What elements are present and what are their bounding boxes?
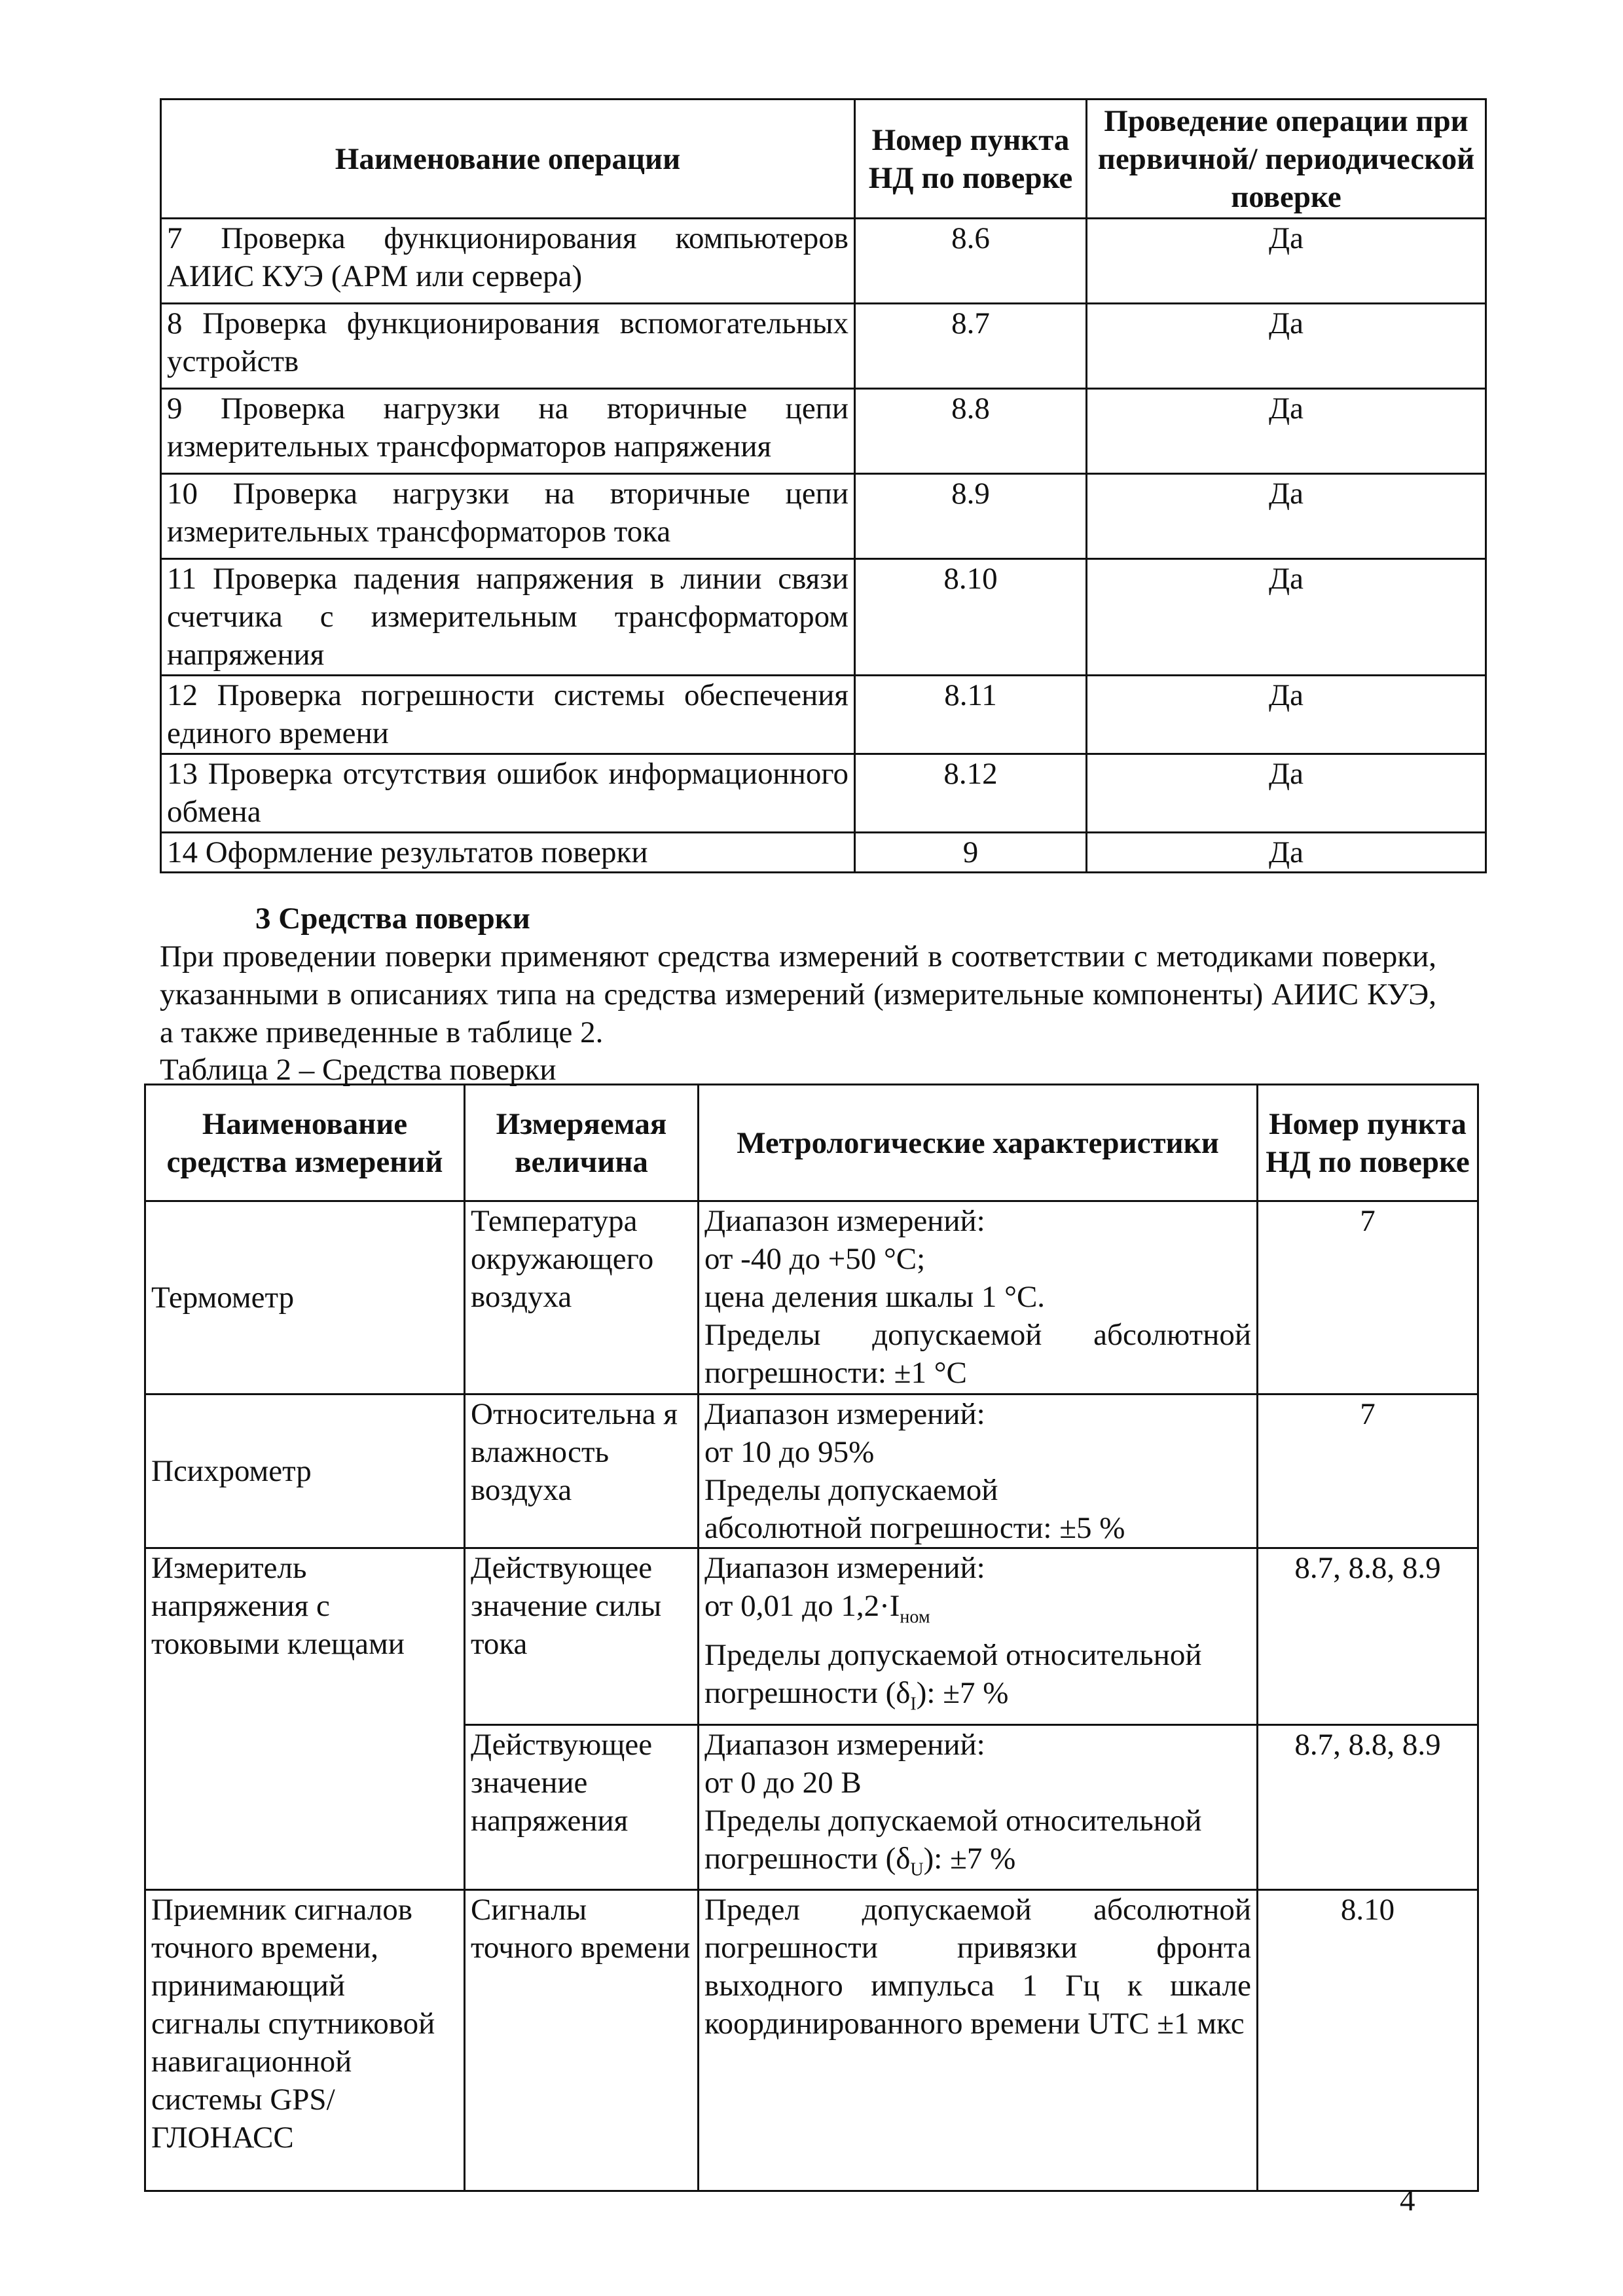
table-row: 10 Проверка нагрузки на вторичные цепи измерительных трансформаторов тока 8.9 Да bbox=[161, 474, 1486, 559]
table-row: 14 Оформление результатов поверки 9 Да bbox=[161, 833, 1486, 873]
operations-table bbox=[160, 98, 1487, 873]
table-row: 12 Проверка погрешности системы обеспечения единого времени 8.11 Да bbox=[161, 676, 1486, 754]
table-row: Термометр Температура окружающего воздуха Диапазон измерений: от -40 до +50 °С; цена деления шкалы 1 °С. Пределы допускаемой абсолютной погрешности: ±1 °С 7 bbox=[145, 1201, 1478, 1394]
table-row: 7 Проверка функционирования компьютеров АИИС КУЭ (АРМ или сервера) 8.6 Да bbox=[161, 219, 1486, 304]
page-number: 4 bbox=[1400, 2183, 1415, 2217]
section-title: 3 Средства поверки bbox=[255, 902, 530, 936]
table-row: 8 Проверка функционирования вспомогательных устройств 8.7 Да bbox=[161, 304, 1486, 389]
t1-header-operation: Наименование операции bbox=[161, 100, 855, 219]
section-paragraph: При проведении поверки применяют средства измерений в соответствии с методиками поверки, указанными в описаниях типа на средства измерений (измерительные компоненты) АИИС КУЭ, а также приведенные в таблице 2. bbox=[160, 939, 1436, 1049]
t1-header-item-number: Номер пункта НД по поверке bbox=[855, 100, 1087, 219]
verification-tools-table bbox=[144, 1084, 1479, 2192]
table-row: Приемник сигналов точного времени, принимающий сигналы спутниковой навигационной системы GPS/ГЛОНАСС Сигналы точного времени Предел допускаемой абсолютной погрешности привязки фронта выходного импульса 1 Гц к шкале координированного времени UTC ±1 мкс 8.10 bbox=[145, 1890, 1478, 2191]
t2-header-item-number: Номер пункта НД по поверке bbox=[1258, 1085, 1478, 1201]
table-row: 13 Проверка отсутствия ошибок информационного обмена 8.12 Да bbox=[161, 754, 1486, 833]
table-row: 9 Проверка нагрузки на вторичные цепи измерительных трансформаторов напряжения 8.8 Да bbox=[161, 389, 1486, 474]
table-row: Действующее значение напряжения Диапазон измерений: от 0 до 20 В Пределы допускаемой относительной погрешности $(\delta_U)$: ±7 % 8.7, 8.8, 8.9 bbox=[145, 1724, 1478, 1889]
t1-header-performed: Проведение операции при первичной/ периодической поверке bbox=[1087, 100, 1486, 219]
table-row: 11 Проверка падения напряжения в линии связи счетчика с измерительным трансформатором напряжения 8.10 Да bbox=[161, 559, 1486, 676]
table-caption: Таблица 2 – Средства поверки bbox=[160, 1053, 556, 1087]
table-row: Измеритель напряжения с токовыми клещами Действующее значение силы тока Диапазон измерений: от 0,01 до $1,2\cdot I_{ном}$ Пределы допускаемой относительной погрешности $(\delta_I)$: ±7 % 8.7, 8.8, 8.9 bbox=[145, 1548, 1478, 1725]
t2-header-name: Наименование средства измерений bbox=[145, 1085, 465, 1201]
t2-header-characteristics: Метрологические характеристики bbox=[699, 1085, 1258, 1201]
table-row: Психрометр Относительна я влажность воздуха Диапазон измерений: от 10 до 95% Пределы допускаемой абсолютной погрешности: ±5 % 7 bbox=[145, 1394, 1478, 1548]
t2-header-quantity: Измеряемая величина bbox=[465, 1085, 699, 1201]
